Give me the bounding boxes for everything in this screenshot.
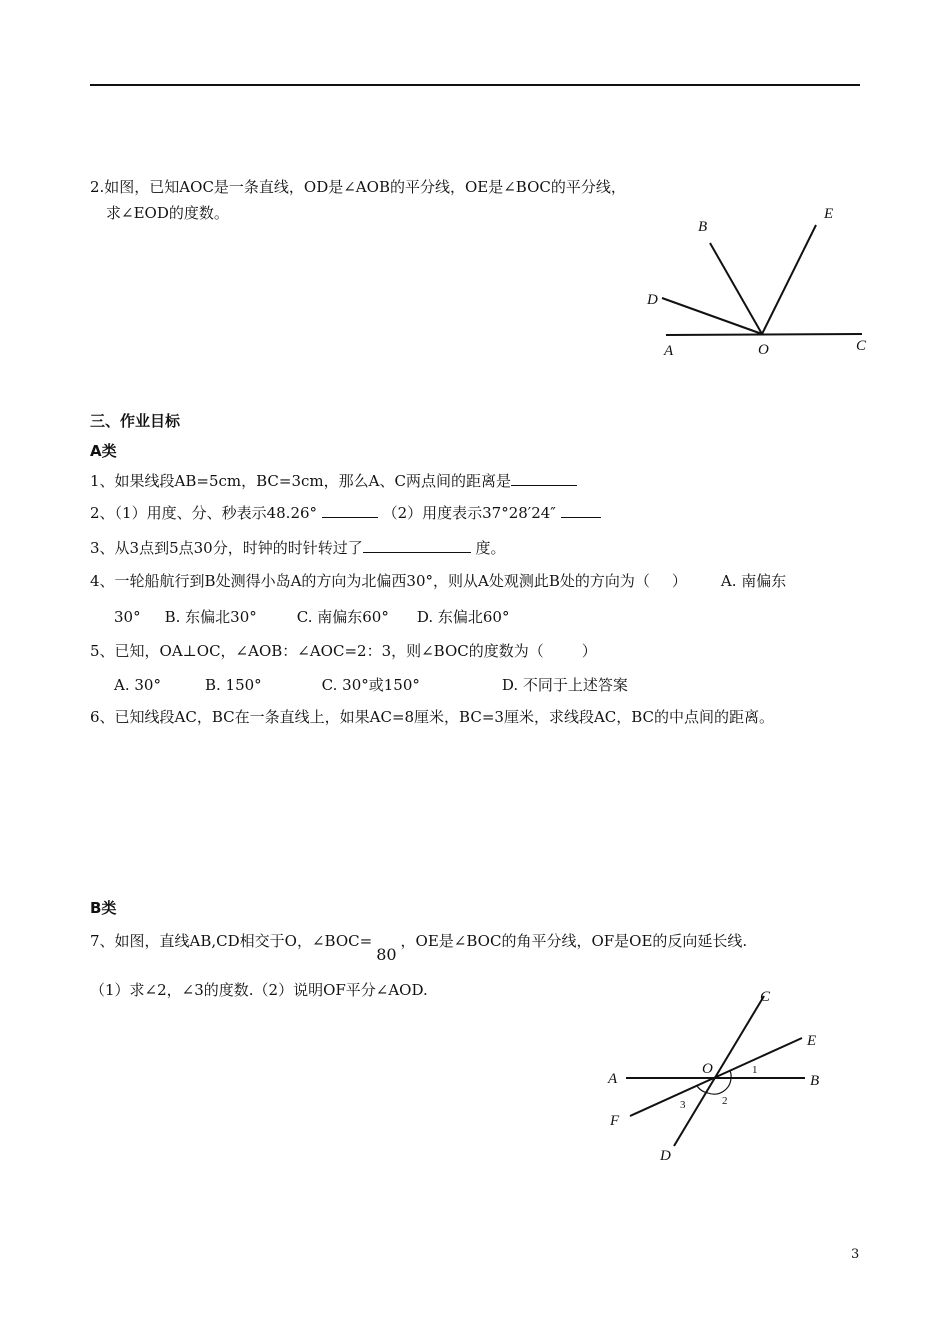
q2 (90, 502, 601, 523)
q4-close: ） (671, 572, 687, 590)
angle-label-2: 2 (722, 1095, 728, 1107)
q5-line1 (90, 640, 597, 661)
angle-label-1: 1 (752, 1064, 758, 1076)
q2-blank1 (322, 503, 378, 518)
line-CD (674, 996, 764, 1146)
label-F: F (610, 1113, 620, 1129)
q5-line2 (114, 674, 628, 695)
label-C: C (760, 989, 771, 1005)
q4-optC: C. 南偏东60° (296, 608, 389, 626)
q7-subquestions: （1）求∠2，∠3的度数.（2）说明OF平分∠AOD. (90, 981, 428, 999)
q2-part1: 2、（1）用度、分、秒表示48.26° (90, 504, 318, 522)
label-B: B (698, 219, 708, 235)
q1-text: 1、如果线段AB=5cm，BC=3cm，那么A、C两点间的距离是 (90, 472, 511, 490)
q4-optD: D. 东偏北60° (416, 608, 510, 626)
q5-optB: B. 150° (204, 676, 262, 694)
q4-line1 (90, 570, 786, 591)
q4-optA1: A. 南偏东 (720, 572, 787, 590)
q3-suffix: 度。 (475, 539, 506, 557)
ray-OD (662, 298, 762, 334)
line-AC (666, 334, 862, 335)
label-D: D (660, 1148, 671, 1164)
q7-figure (600, 982, 840, 1164)
angle-label-3: 3 (680, 1099, 686, 1111)
q5-text: 5、已知，OA⊥OC，∠AOB：∠AOC=2：3，则∠BOC的度数为（ (90, 642, 544, 660)
angle-arc-1 (730, 1071, 731, 1078)
label-C: C (856, 338, 867, 354)
q7-angle-value: 80 (376, 945, 397, 964)
q7-text-a: 7、如图，直线AB,CD相交于O，∠BOC= (90, 932, 373, 950)
label-B: B (810, 1073, 820, 1089)
q5-optC: C. 30°或150° (321, 676, 420, 694)
q2-blank2 (561, 503, 601, 518)
q1-answer-blank (511, 471, 577, 486)
q3-text: 3、从3点到5点30分，时钟的时针转过了 (90, 539, 363, 557)
label-D: D (647, 292, 658, 308)
q4-text: 4、一轮船航行到B处测得小岛A的方向为北偏西30°，则从A处观测此B处的方向为（ (90, 572, 650, 590)
problem2-line1: 2.如图，已知AOC是一条直线，OD是∠AOB的平分线，OE是∠BOC的平分线， (90, 178, 626, 196)
q2-part2: （2）用度表示37°28′24″ (382, 504, 556, 522)
problem2-figure (640, 200, 880, 375)
q7-line1 (90, 930, 748, 964)
label-O: O (758, 342, 769, 358)
label-A: A (664, 343, 674, 359)
q3 (90, 537, 506, 558)
classB-heading: B类 (90, 899, 117, 917)
section3-title: 三、作业目标 (90, 412, 181, 430)
ray-OE (762, 225, 816, 334)
page-number: 3 (851, 1247, 860, 1262)
q4-optB: B. 东偏北30° (164, 608, 257, 626)
q6: 6、已知线段AC，BC在一条直线上，如果AC=8厘米，BC=3厘米，求线段AC，BC的中点间的距离。 (90, 708, 775, 726)
problem2-line2: 求∠EOD的度数。 (106, 204, 229, 222)
ray-OB (710, 243, 762, 334)
q4-optA2: 30° (114, 608, 141, 626)
q3-blank (363, 538, 471, 553)
angle-arc-2 (708, 1078, 731, 1094)
label-E: E (824, 206, 834, 222)
header-rule (90, 84, 860, 86)
classA-heading: A类 (90, 442, 117, 460)
label-E: E (807, 1033, 817, 1049)
q5-close: ） (581, 642, 597, 660)
q5-optA: A. 30° (114, 676, 161, 694)
q4-line2 (114, 606, 509, 627)
q7-text-b: ，OE是∠BOC的角平分线，OF是OE的反向延长线. (400, 932, 748, 950)
label-A: A (608, 1071, 618, 1087)
q1 (90, 470, 577, 491)
label-O: O (702, 1061, 713, 1077)
q5-optD: D. 不同于上述答案 (501, 676, 628, 694)
